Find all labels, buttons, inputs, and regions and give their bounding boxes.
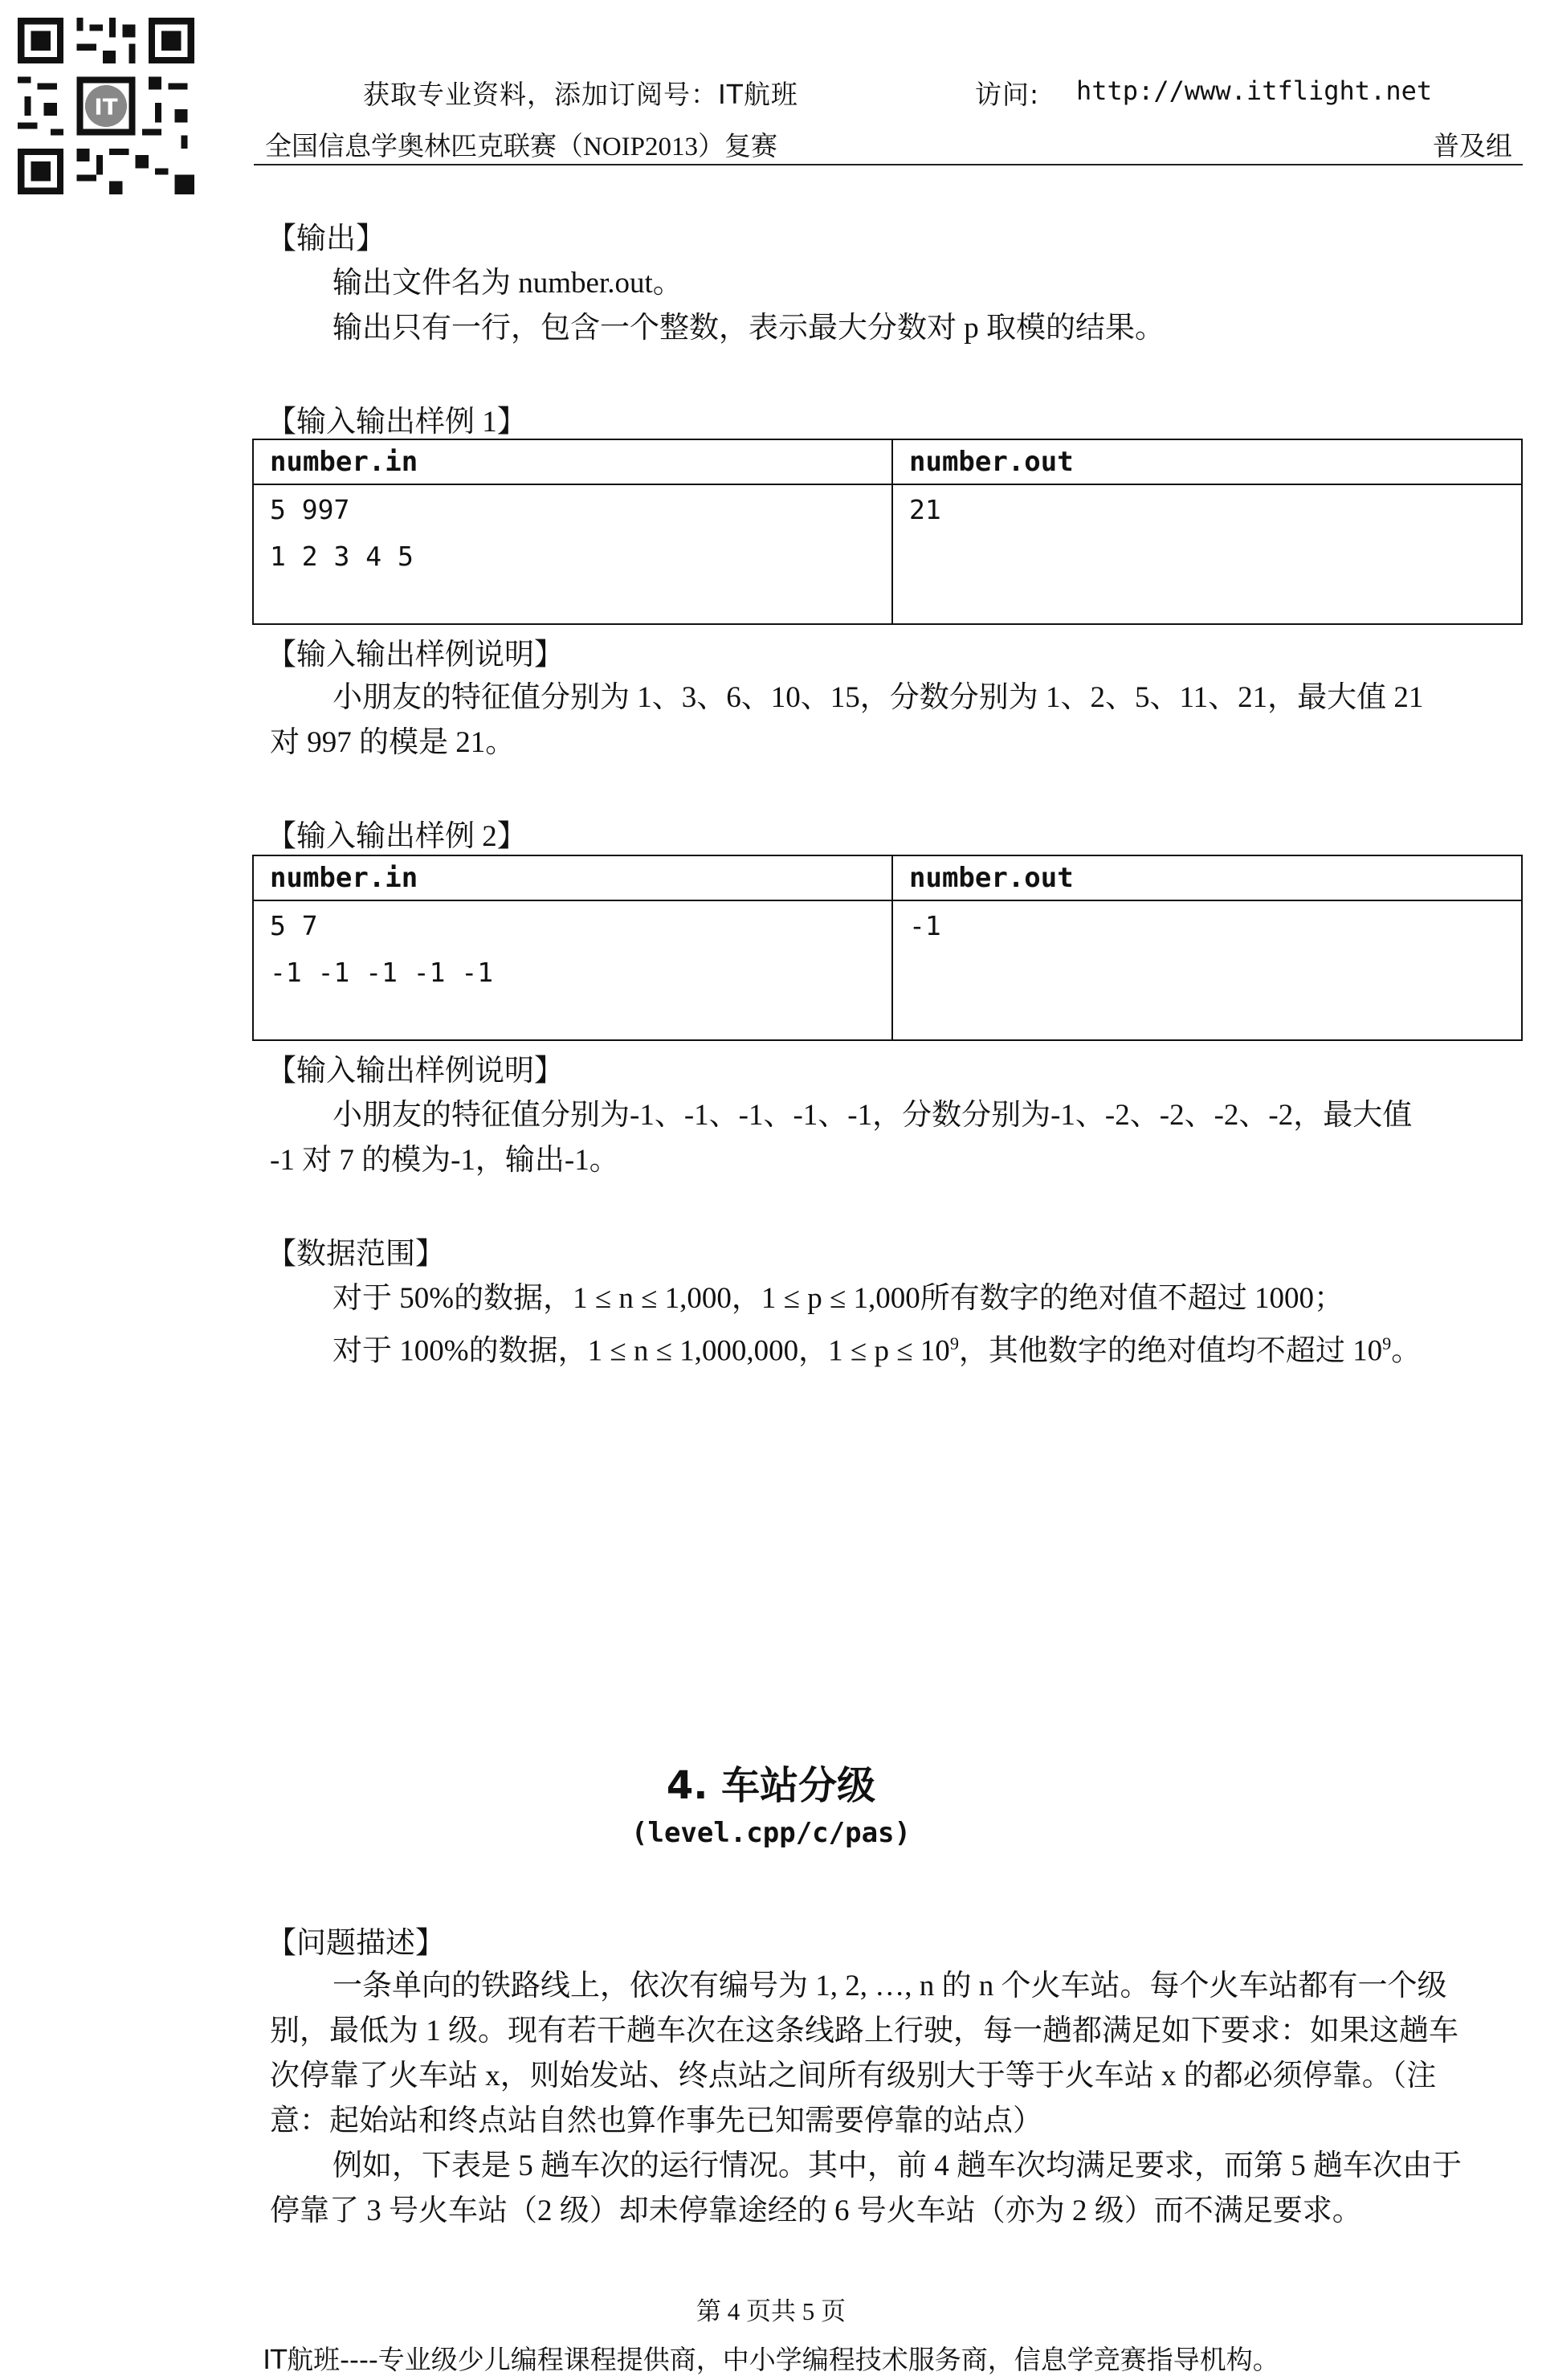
data-range-line2-b: ，其他数字的绝对值均不超过 10 — [958, 1334, 1383, 1368]
svg-text:IT: IT — [94, 93, 118, 120]
data-range-line1: 对于 50%的数据，1 ≤ n ≤ 1,000，1 ≤ p ≤ 1,000所有数字的绝对值不超过 1000； — [332, 1282, 1344, 1315]
footer-text: IT航班----专业级少儿编程课程提供商，中小学编程技术服务商，信息学竞赛指导机构。 — [263, 2344, 1279, 2375]
sample2-out-line: -1 — [909, 910, 941, 941]
output-line: 输出只有一行，包含一个整数，表示最大分数对 p 取模的结果。 — [332, 312, 1165, 345]
sample2-in-line: 5 7 — [270, 910, 318, 941]
problem-title: 4. 车站分级 — [666, 1763, 876, 1808]
output-heading: 【输出】 — [267, 222, 386, 255]
sample1-explain-heading: 【输入输出样例说明】 — [267, 639, 564, 672]
qr-code — [11, 11, 201, 201]
sample2-explain-heading: 【输入输出样例说明】 — [267, 1055, 564, 1088]
sample1-col-in: number.in — [253, 439, 892, 484]
sample1-out-line: 21 — [909, 494, 941, 525]
sample1-in-line: 5 997 — [270, 494, 350, 525]
sample2-table — [252, 855, 1523, 1041]
output-line: 输出文件名为 number.out。 — [332, 267, 683, 300]
sample2-heading: 【输入输出样例 2】 — [267, 820, 527, 853]
sample2-explain-line: -1 对 7 的模为-1，输出-1。 — [270, 1144, 619, 1177]
promo-url[interactable]: http://www.itflight.net — [1076, 76, 1433, 106]
sample2-explain-line: 小朋友的特征值分别为-1、-1、-1、-1、-1，分数分别为-1、-2、-2、-2、-2，最大值 — [332, 1099, 1413, 1132]
problem-desc-line: 意：起始站和终点站自然也算作事先已知需要停靠的站点） — [270, 2104, 1042, 2137]
header-title: 全国信息学奥林匹克联赛（NOIP2013）复赛 — [265, 133, 778, 161]
header-group: 普及组 — [1433, 133, 1512, 161]
problem-desc-line: 别，最低为 1 级。现有若干趟车次在这条线路上行驶，每一趟都满足如下要求：如果这趟车 — [270, 2015, 1458, 2047]
problem-subtitle: (level.cpp/c/pas) — [631, 1817, 911, 1849]
sample1-heading: 【输入输出样例 1】 — [267, 406, 527, 439]
sample1-table — [252, 439, 1523, 625]
sample2-col-out: number.out — [892, 855, 1522, 900]
header-divider — [254, 164, 1523, 165]
data-range-line2-a: 对于 100%的数据，1 ≤ n ≤ 1,000,000，1 ≤ p ≤ 10 — [332, 1334, 950, 1368]
sample1-in-line: 1 2 3 4 5 — [270, 541, 414, 572]
sample2-in-line: -1 -1 -1 -1 -1 — [270, 957, 494, 988]
promo-text: 获取专业资料，添加订阅号：IT航班 — [363, 79, 798, 110]
exponent: 9 — [1382, 1333, 1392, 1353]
sample1-col-out: number.out — [892, 439, 1522, 484]
sample1-explain-line: 小朋友的特征值分别为 1、3、6、10、15，分数分别为 1、2、5、11、21，最大值 21 — [332, 681, 1424, 714]
problem-desc-line: 例如，下表是 5 趟车次的运行情况。其中，前 4 趟车次均满足要求，而第 5 趟车次由于 — [332, 2149, 1462, 2182]
problem-desc-heading: 【问题描述】 — [267, 1927, 445, 1960]
sample2-col-in: number.in — [253, 855, 892, 900]
data-range-heading: 【数据范围】 — [267, 1238, 445, 1271]
problem-desc-line: 一条单向的铁路线上，依次有编号为 1, 2, …, n 的 n 个火车站。每个火车站都有一个级 — [332, 1970, 1447, 2002]
problem-desc-line: 停靠了 3 号火车站（2 级）却未停靠途经的 6 号火车站（亦为 2 级）而不满足要求。 — [270, 2194, 1362, 2227]
problem-desc-line: 次停靠了火车站 x，则始发站、终点站之间所有级别大于等于火车站 x 的都必须停靠。（注 — [270, 2060, 1437, 2092]
exponent: 9 — [949, 1333, 959, 1353]
data-range-line2 — [332, 1321, 1421, 1374]
page-number: 第 4 页共 5 页 — [696, 2297, 846, 2325]
sample1-explain-line: 对 997 的模是 21。 — [270, 726, 516, 759]
data-range-line2-c: 。 — [1391, 1334, 1422, 1368]
visit-label: 访问: — [975, 79, 1040, 110]
